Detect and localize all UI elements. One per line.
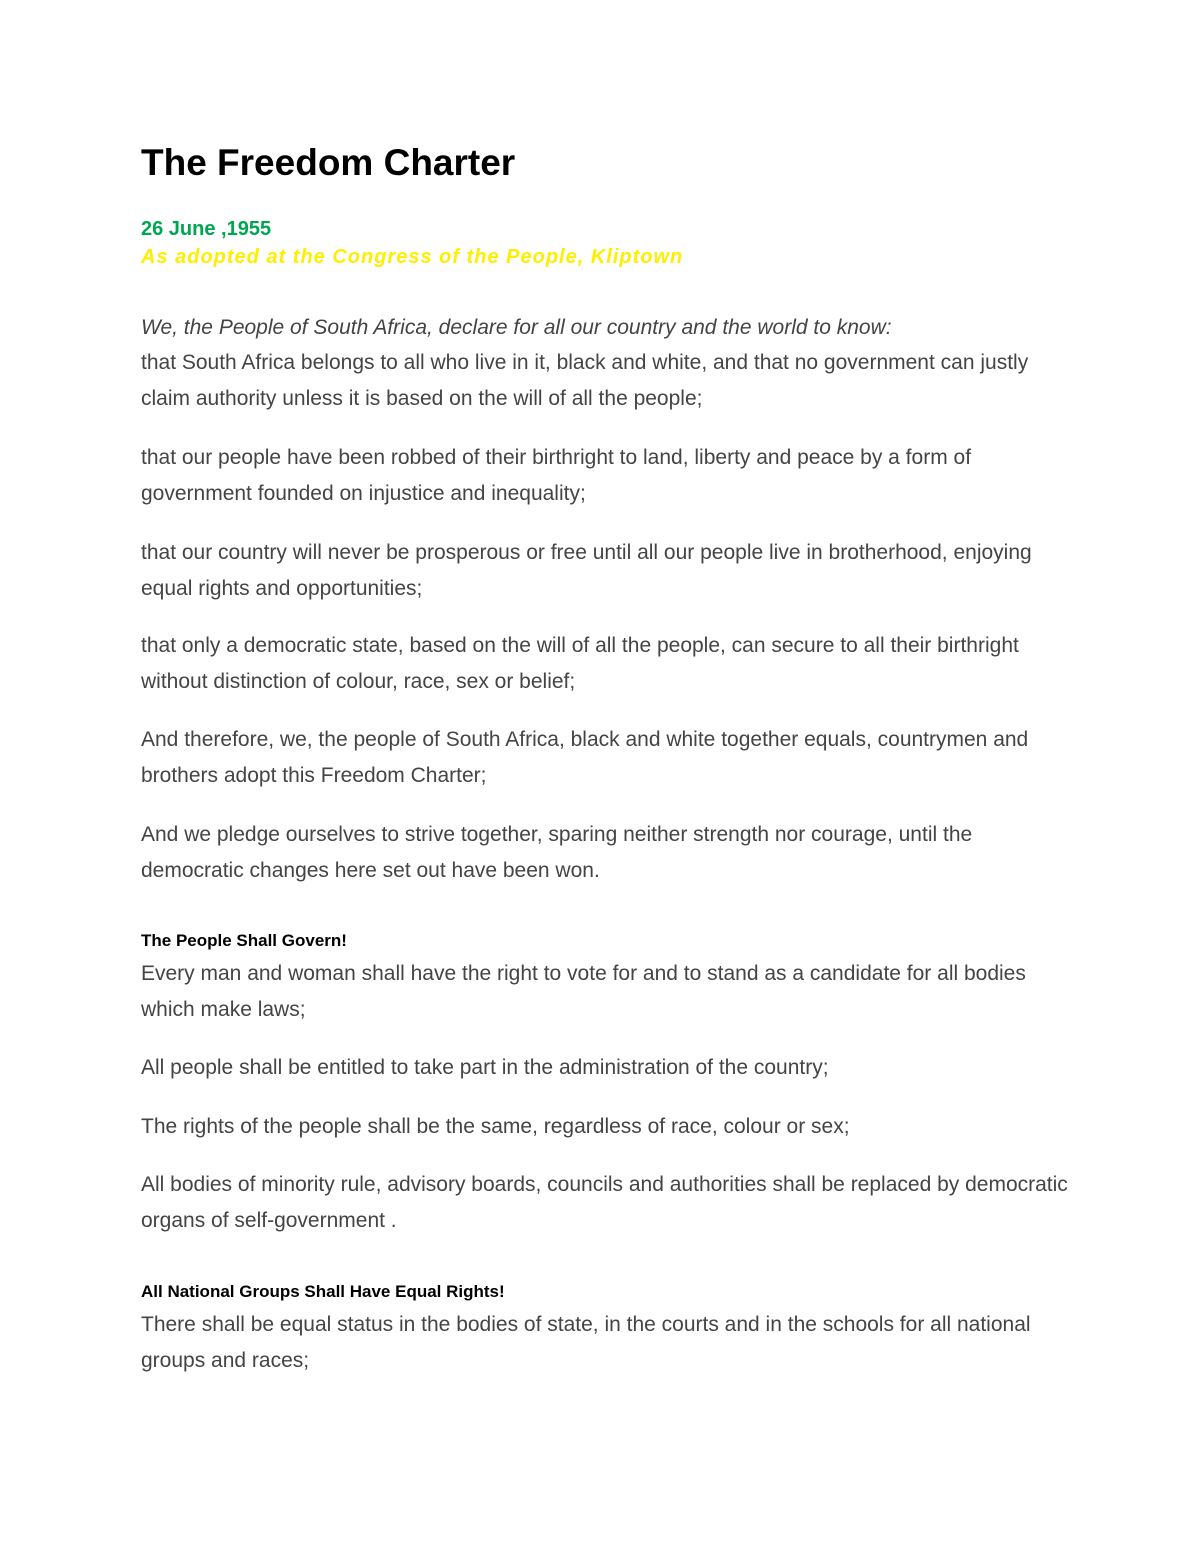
intro-line: We, the People of South Africa, declare for all our country and the world to know: xyxy=(141,316,892,339)
section-heading: All National Groups Shall Have Equal Rights! xyxy=(141,1282,505,1301)
document-title: The Freedom Charter xyxy=(141,142,516,183)
section-paragraph: All bodies of minority rule, advisory boards, councils and authorities shall be replaced by democratic organs of self-government . xyxy=(141,1173,1068,1232)
preamble-paragraph: that our country will never be prosperous or free until all our people live in brotherhood, enjoying equal rights and opportunities; xyxy=(141,541,1032,600)
document-date: 26 June ,1955 xyxy=(141,218,272,240)
section-heading: The People Shall Govern! xyxy=(141,931,347,950)
preamble-paragraph: And we pledge ourselves to strive together, sparing neither strength nor courage, until the democratic changes here set out have been won. xyxy=(141,823,973,882)
section-paragraph: All people shall be entitled to take part in the administration of the country; xyxy=(141,1056,829,1079)
preamble-paragraph: And therefore, we, the people of South Africa, black and white together equals, countrymen and brothers adopt this Freedom Charter; xyxy=(141,728,1029,787)
section-paragraph: There shall be equal status in the bodies of state, in the courts and in the schools for all national groups and races; xyxy=(141,1313,1031,1372)
section-paragraph: Every man and woman shall have the right to vote for and to stand as a candidate for all bodies which make laws; xyxy=(141,962,1026,1021)
preamble-paragraph: that only a democratic state, based on the will of all the people, can secure to all their birthright without distinction of colour, race, sex or belief; xyxy=(141,634,1019,693)
preamble-paragraph: that South Africa belongs to all who live in it, black and white, and that no government can justly claim authority unless it is based on the will of all the people; xyxy=(141,351,1029,410)
preamble-paragraph: that our people have been robbed of their birthright to land, liberty and peace by a form of government founded on injustice and inequality; xyxy=(141,446,972,505)
section-paragraph: The rights of the people shall be the same, regardless of race, colour or sex; xyxy=(141,1115,850,1138)
document-subtitle: As adopted at the Congress of the People, Kliptown xyxy=(141,246,684,268)
